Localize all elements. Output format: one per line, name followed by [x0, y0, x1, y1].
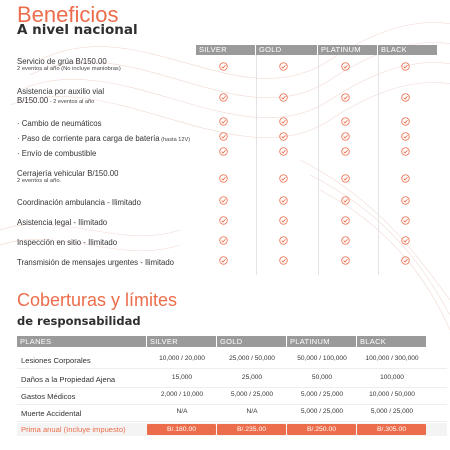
- service-label: Asistencia por auxilio vial: [17, 87, 105, 96]
- coverage-header-black: BLACK: [357, 336, 427, 347]
- column-divider: [318, 55, 319, 275]
- coverage-value: 25,000: [241, 374, 263, 381]
- benefits-subtitle: A nivel nacional: [17, 22, 138, 38]
- row-divider: [17, 387, 447, 388]
- service-label: Inspección en sitio - Ilimitado: [17, 238, 118, 247]
- coverage-value: 10,000 / 50,000: [369, 391, 415, 398]
- circle-check-icon: [341, 216, 350, 225]
- price-black: B/.305.00: [357, 424, 426, 435]
- benefits-title: Beneficios: [17, 2, 119, 27]
- coverage-header-platinum: PLATINUM: [287, 336, 357, 347]
- circle-check-icon: [279, 236, 288, 245]
- service-row: [17, 87, 104, 107]
- coverage-value: 15,000: [171, 374, 193, 381]
- circle-check-icon: [279, 117, 288, 126]
- coverage-header-gold: GOLD: [217, 336, 287, 347]
- circle-check-icon: [341, 62, 350, 71]
- circle-check-icon: [279, 256, 288, 265]
- price-silver: B/.180.00: [147, 424, 216, 435]
- circle-check-icon: [341, 117, 350, 126]
- circle-check-icon: [219, 236, 228, 245]
- service-row: [17, 238, 117, 247]
- circle-check-icon: [341, 132, 350, 141]
- circle-check-icon: [219, 216, 228, 225]
- service-label: · Paso de corriente para carga de batería: [17, 134, 160, 143]
- circle-check-icon: [219, 62, 228, 71]
- service-label: Coordinación ambulancia - Ilimitado: [17, 198, 141, 207]
- price-gold: B/.235.00: [217, 424, 286, 435]
- circle-check-icon: [401, 216, 410, 225]
- service-inline-note: (hasta 12V): [159, 137, 191, 143]
- coverage-value: 50,000: [311, 374, 333, 381]
- service-row: [17, 149, 96, 158]
- service-label: Asistencia legal - Ilimitado: [17, 218, 108, 227]
- circle-check-icon: [341, 93, 350, 102]
- circle-check-icon: [219, 147, 228, 156]
- circle-check-icon: [219, 93, 228, 102]
- circle-check-icon: [341, 196, 350, 205]
- coverage-row-label: Gastos Médicos: [21, 392, 76, 401]
- coverage-value: 10,000 / 20,000: [159, 355, 205, 362]
- coverage-title: Coberturas y límites: [17, 290, 178, 310]
- coverage-value: 5,000 / 25,000: [300, 391, 344, 398]
- service-row: [17, 57, 121, 73]
- service-row: [17, 134, 190, 145]
- coverage-value: 25,000 / 50,000: [229, 355, 275, 362]
- circle-check-icon: [219, 196, 228, 205]
- coverage-value: 100,000: [380, 374, 404, 381]
- column-divider: [256, 55, 257, 275]
- circle-check-icon: [401, 196, 410, 205]
- circle-check-icon: [279, 62, 288, 71]
- coverage-value: 5,000 / 25,000: [230, 391, 274, 398]
- coverage-value: N/A: [176, 408, 188, 415]
- coverage-value: 5,000 / 25,000: [300, 408, 344, 415]
- service-sublabel: 2 eventos al año.: [17, 178, 62, 184]
- circle-check-icon: [401, 132, 410, 141]
- service-sublabel: 2 eventos al año (No incluye maniobras): [17, 66, 121, 72]
- circle-check-icon: [401, 117, 410, 126]
- circle-check-icon: [401, 174, 410, 183]
- plan-header-silver: SILVER: [196, 45, 256, 55]
- circle-check-icon: [219, 117, 228, 126]
- price-platinum: B/.250.00: [287, 424, 356, 435]
- coverage-header-plans: PLANES: [17, 336, 147, 347]
- circle-check-icon: [401, 256, 410, 265]
- service-row: [17, 258, 174, 267]
- circle-check-icon: [279, 93, 288, 102]
- coverage-value: 2,000 / 10,000: [160, 391, 204, 398]
- row-divider: [17, 404, 447, 405]
- service-row: [17, 218, 107, 227]
- circle-check-icon: [341, 256, 350, 265]
- circle-check-icon: [219, 174, 228, 183]
- coverage-header-silver: SILVER: [147, 336, 217, 347]
- service-row: [17, 198, 141, 207]
- circle-check-icon: [279, 216, 288, 225]
- service-label: · Cambio de neumáticos: [17, 119, 102, 128]
- coverage-value: 50,000 / 100,000: [297, 355, 347, 362]
- service-inline-note: - 2 eventos al año: [48, 99, 95, 105]
- row-divider: [17, 421, 447, 422]
- service-label: · Envío de combustible: [17, 149, 97, 158]
- plan-header-black: BLACK: [378, 45, 438, 55]
- circle-check-icon: [279, 132, 288, 141]
- service-label: Cerrajería vehicular B/150.00: [17, 169, 119, 178]
- prima-label: Prima anual (Incluye impuesto): [21, 425, 126, 434]
- circle-check-icon: [279, 147, 288, 156]
- coverage-subtitle: de responsabilidad: [17, 314, 141, 328]
- plan-header-gold: GOLD: [256, 45, 318, 55]
- circle-check-icon: [219, 256, 228, 265]
- circle-check-icon: [341, 236, 350, 245]
- service-label: Servicio de grúa B/150.00: [17, 57, 107, 66]
- circle-check-icon: [279, 196, 288, 205]
- coverage-row-label: Muerte Accidental: [21, 409, 82, 418]
- circle-check-icon: [341, 147, 350, 156]
- service-row: [17, 169, 118, 185]
- circle-check-icon: [401, 147, 410, 156]
- row-divider: [17, 368, 447, 369]
- column-divider: [378, 55, 379, 275]
- service-row: [17, 119, 102, 128]
- coverage-value: 5,000 / 25,000: [370, 408, 414, 415]
- circle-check-icon: [401, 236, 410, 245]
- coverage-row-label: Lesiones Corporales: [21, 356, 91, 365]
- plan-header-platinum: PLATINUM: [318, 45, 378, 55]
- circle-check-icon: [279, 174, 288, 183]
- service-label-line2: B/150.00: [17, 96, 49, 105]
- coverage-value: N/A: [246, 408, 258, 415]
- coverage-row-label: Daños a la Propiedad Ajena: [21, 375, 116, 384]
- coverage-value: 100,000 / 300,000: [365, 355, 419, 362]
- circle-check-icon: [401, 62, 410, 71]
- circle-check-icon: [219, 132, 228, 141]
- circle-check-icon: [341, 174, 350, 183]
- circle-check-icon: [401, 93, 410, 102]
- service-label: Transmisión de mensajes urgentes - Ilimitado: [17, 258, 175, 267]
